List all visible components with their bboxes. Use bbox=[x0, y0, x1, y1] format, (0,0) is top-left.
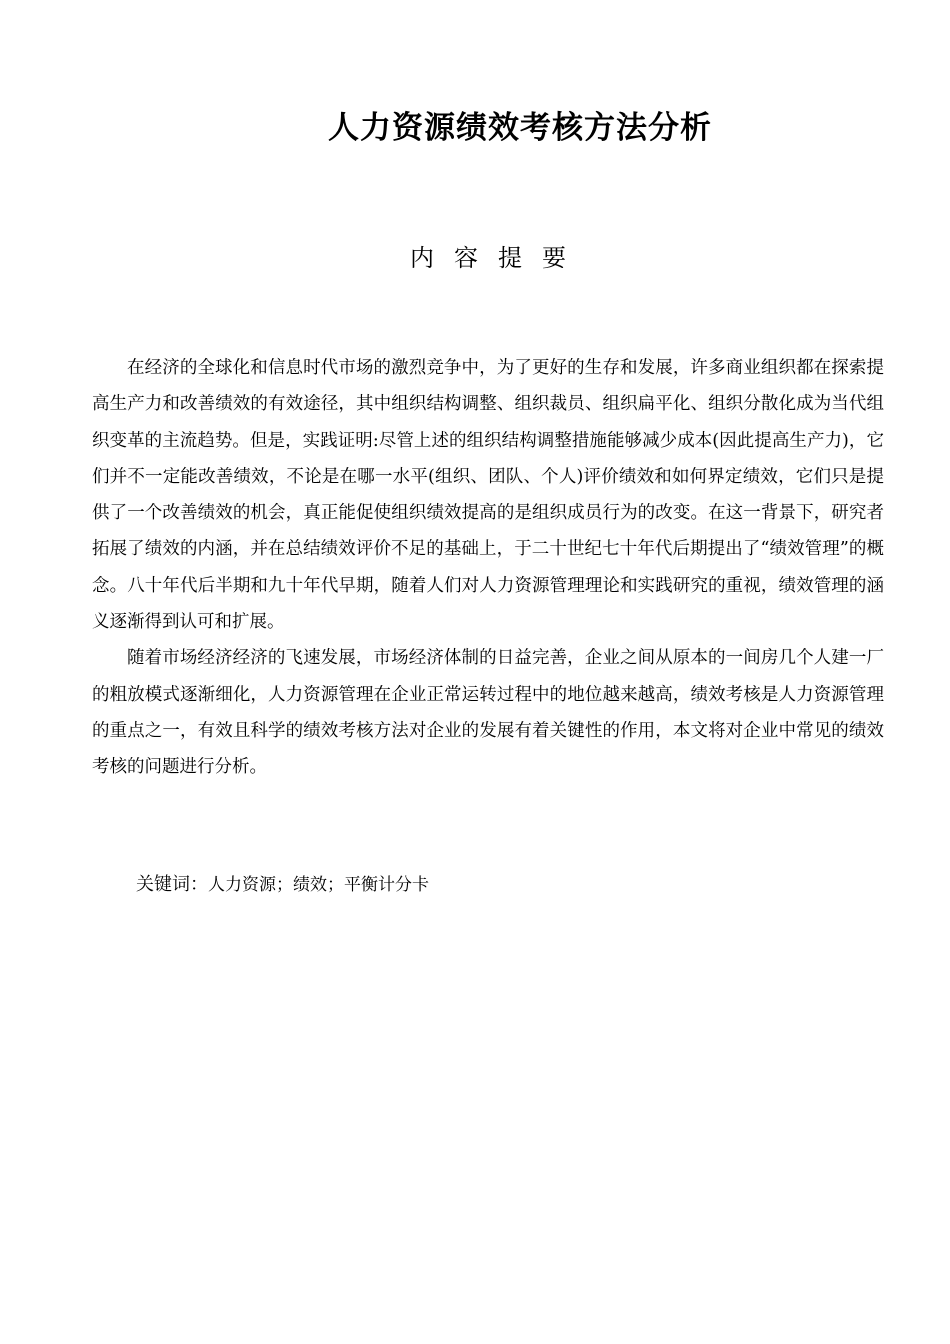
keywords-value: 人力资源；绩效；平衡计分卡 bbox=[208, 875, 429, 895]
keywords-label: 关键词： bbox=[136, 874, 208, 895]
abstract-body bbox=[92, 350, 884, 786]
keywords-line bbox=[136, 870, 429, 896]
document-title: 人力资源绩效考核方法分析 bbox=[328, 110, 712, 146]
abstract-heading: 内容提要 bbox=[410, 244, 586, 272]
abstract-paragraph-1: 在经济的全球化和信息时代市场的激烈竞争中，为了更好的生存和发展，许多商业组织都在探索提高生产力和改善绩效的有效途径，其中组织结构调整、组织裁员、组织扁平化、组织分散化成为当代组织变革的主流趋势。但是，实践证明:尽管上述的组织结构调整措施能够减少成本(因此提高生产力)，它们并不一定能改善绩效，不论是在哪一水平(组织、团队、个人)评价绩效和如何界定绩效，它们只是提供了一个改善绩效的机会，真正能促使组织绩效提高的是组织成员行为的改变。在这一背景下，研究者拓展了绩效的内涵，并在总结绩效评价不足的基础上，于二十世纪七十年代后期提出了“绩效管理”的概念。八十年代后半期和九十年代早期，随着人们对人力资源管理理论和实践研究的重视，绩效管理的涵义逐渐得到认可和扩展。 bbox=[92, 358, 884, 633]
abstract-paragraph-2: 随着市场经济经济的飞速发展，市场经济体制的日益完善，企业之间从原本的一间房几个人建一厂的粗放模式逐渐细化，人力资源管理在企业正常运转过程中的地位越来越高，绩效考核是人力资源管理的重点之一，有效且科学的绩效考核方法对企业的发展有着关键性的作用，本文将对企业中常见的绩效考核的问题进行分析。 bbox=[92, 648, 884, 778]
